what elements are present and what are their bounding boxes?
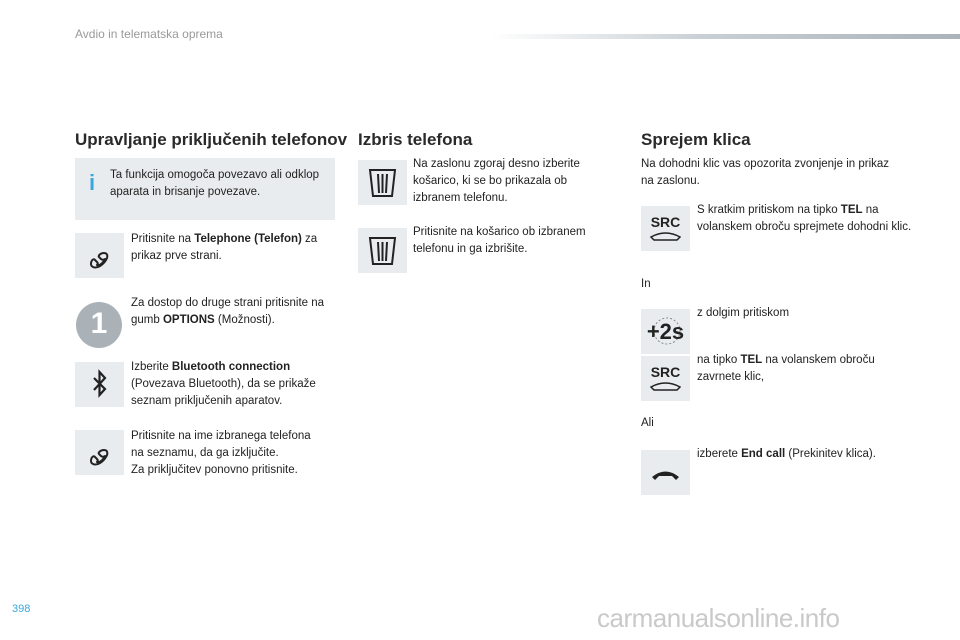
info-icon: i — [89, 170, 96, 195]
src-button-icon — [641, 206, 690, 251]
step-long-press: z dolgim pritiskom — [697, 307, 790, 319]
step-delete-phone: Pritisnite na košarico ob izbranem telefonu in ga izbrišite. — [413, 226, 586, 255]
phone-icon — [75, 430, 124, 475]
heading-manage-phones: Upravljanje priključenih telefonov — [75, 130, 348, 149]
heading-receive-call: Sprejem klica — [641, 130, 751, 149]
step-accept-call: S kratkim pritiskom na tipko TEL na volanskem obroču sprejmete dohodni klic. — [697, 204, 912, 233]
phone-icon — [75, 233, 124, 278]
header-bar — [490, 34, 960, 39]
trash-icon — [358, 160, 407, 205]
step-bluetooth: Izberite Bluetooth connection (Povezava Bluetooth), da se prikaže seznam priključenih aparatov. — [131, 361, 316, 407]
page-number: 398 — [12, 603, 31, 615]
long-press-icon — [641, 309, 690, 354]
info-box — [75, 158, 335, 220]
info-text: Ta funkcija omogoča povezavo ali odklop aparata in brisanje povezave. — [110, 169, 320, 198]
step-telephone: Pritisnite na Telephone (Telefon) za prikaz prve strani. — [131, 233, 318, 262]
step-select-trash: Na zaslonu zgoraj desno izberite košarico, ki se bo prikazala ob izbranem telefonu. — [413, 158, 580, 204]
step-reject-call: na tipko TEL na volanskem obroču zavrnete klic, — [697, 354, 875, 383]
bluetooth-icon — [75, 362, 124, 407]
step-options: Za dostop do druge strani pritisnite na gumb OPTIONS (Možnosti). — [131, 297, 325, 326]
svg-text:SRC: SRC — [650, 364, 681, 380]
step-select-phone: Pritisnite na ime izbranega telefona na seznamu, da ga izključite. Za priključitev ponovno pritisnite. — [131, 430, 311, 476]
svg-text:SRC: SRC — [650, 214, 681, 230]
step-number-badge: 1 — [76, 302, 122, 348]
end-call-icon — [641, 450, 690, 495]
src-button-icon — [641, 356, 690, 401]
intro-text: Na dohodni klic vas opozorita zvonjenje in prikaz na zaslonu. — [641, 158, 890, 187]
section-header: Avdio in telematska oprema — [75, 27, 223, 41]
or-label: Ali — [641, 417, 654, 429]
heading-delete-phone: Izbris telefona — [358, 130, 473, 149]
svg-text:+2s: +2s — [646, 319, 685, 344]
and-label: In — [641, 278, 651, 290]
step-end-call: izberete End call (Prekinitev klica). — [697, 448, 876, 460]
trash-icon — [358, 228, 407, 273]
watermark: carmanualsonline.info — [597, 603, 840, 633]
